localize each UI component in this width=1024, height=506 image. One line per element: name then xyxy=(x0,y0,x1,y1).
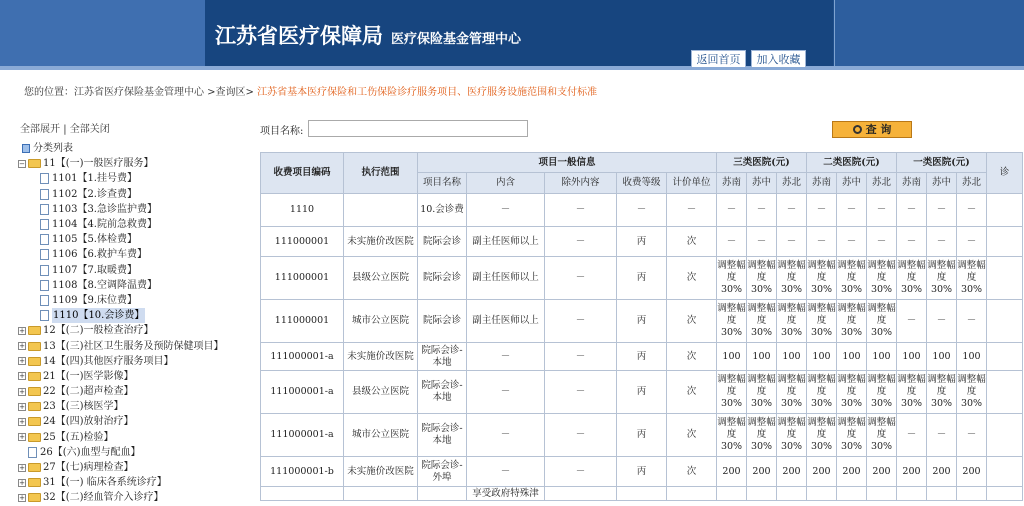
document-icon xyxy=(40,249,49,260)
document-icon xyxy=(40,173,49,184)
cell-price: 调整幅度30% xyxy=(717,371,747,414)
cell-code: 111000001 xyxy=(261,227,344,257)
cell-price: － xyxy=(957,227,987,257)
expand-toggle-icon[interactable]: + xyxy=(19,372,25,381)
cell-price: 调整幅度30% xyxy=(747,300,777,343)
tree-root[interactable] xyxy=(18,141,258,156)
folder-icon xyxy=(28,387,41,396)
cell-excl: － xyxy=(545,257,617,300)
cell-price: 调整幅度30% xyxy=(867,414,897,457)
cell-price: － xyxy=(927,227,957,257)
breadcrumb xyxy=(24,83,597,98)
expand-toggle-icon[interactable]: + xyxy=(19,402,25,411)
cell-price: － xyxy=(897,300,927,343)
cell-incl: － xyxy=(467,194,545,227)
cell-price: － xyxy=(807,194,837,227)
region-header: 苏北 xyxy=(957,173,987,194)
cell-price: 200 xyxy=(897,457,927,487)
folder-icon xyxy=(28,357,41,366)
cell-price: － xyxy=(747,227,777,257)
cell-code xyxy=(261,487,344,501)
fee-table xyxy=(260,152,1023,501)
document-icon xyxy=(40,189,49,200)
header-class3: 三类医院(元) xyxy=(717,153,807,173)
tree-item[interactable] xyxy=(18,475,258,490)
cell-price: 调整幅度30% xyxy=(747,257,777,300)
tree-item-label: 1102【2.诊查费】 xyxy=(52,188,137,200)
expand-toggle-icon[interactable]: + xyxy=(19,342,25,351)
breadcrumb-current: 江苏省基本医疗保险和工伤保险诊疗服务项目、医疗服务设施范围和支付标准 xyxy=(253,87,598,98)
tree-item-label: 23【(三)核医学】 xyxy=(43,401,124,413)
cell-code: 111000001-a xyxy=(261,343,344,371)
tree-root-label: 分类列表 xyxy=(33,143,73,155)
tree-item[interactable] xyxy=(18,232,258,247)
cell-code: 111000001-a xyxy=(261,414,344,457)
tree-item[interactable] xyxy=(18,217,258,232)
cell-price: － xyxy=(807,227,837,257)
cell-price: 200 xyxy=(927,457,957,487)
cell-incl: － xyxy=(467,371,545,414)
cell-price: 调整幅度30% xyxy=(957,371,987,414)
cell-name: 院际会诊 xyxy=(418,257,467,300)
cell-name: 院际会诊 xyxy=(418,300,467,343)
cell-price: － xyxy=(897,194,927,227)
tree-controls xyxy=(20,120,110,135)
region-header: 苏中 xyxy=(927,173,957,194)
cell-price: 调整幅度30% xyxy=(837,257,867,300)
cell-price: 100 xyxy=(807,343,837,371)
cell-scope: 城市公立医院 xyxy=(344,414,418,457)
cell-grade: 丙 xyxy=(617,457,667,487)
tree-item[interactable] xyxy=(18,338,258,353)
banner-left-panel xyxy=(0,0,205,66)
tree-item[interactable] xyxy=(18,430,258,445)
cell-scope: 未实施价改医院 xyxy=(344,457,418,487)
table-row xyxy=(261,371,1023,414)
cell-scope: 县级公立医院 xyxy=(344,257,418,300)
cell-price: 调整幅度30% xyxy=(807,371,837,414)
cell-incl: 享受政府特殊津 xyxy=(467,487,545,501)
cell-more xyxy=(987,414,1023,457)
collapse-toggle-icon[interactable]: − xyxy=(19,159,25,168)
cell-price: 调整幅度30% xyxy=(717,257,747,300)
tree-item-label: 14【(四)其他医疗服务项目】 xyxy=(43,355,174,367)
cell-price: 调整幅度30% xyxy=(747,414,777,457)
category-tree xyxy=(18,141,258,506)
cell-price: 调整幅度30% xyxy=(807,300,837,343)
banner-divider xyxy=(0,66,1024,70)
tree-item-label: 31【(一) 临床各系统诊疗】 xyxy=(43,477,167,489)
tree-item-label: 11【(一)一般医疗服务】 xyxy=(43,158,154,170)
table-row xyxy=(261,487,1023,501)
cell-more xyxy=(987,343,1023,371)
subheader-cell: 内含 xyxy=(467,173,545,194)
cell-price: 调整幅度30% xyxy=(837,371,867,414)
tree-item[interactable] xyxy=(18,308,258,323)
home-link[interactable]: 返回首页 xyxy=(691,50,746,67)
document-icon xyxy=(40,204,49,215)
cell-name: 院际会诊-本地 xyxy=(418,343,467,371)
cell-scope: 城市公立医院 xyxy=(344,300,418,343)
tree-item[interactable] xyxy=(18,445,258,460)
cell-more xyxy=(987,457,1023,487)
cell-price: － xyxy=(957,414,987,457)
cell-unit: 次 xyxy=(667,414,717,457)
tree-item-label: 25【(五)检验】 xyxy=(43,431,114,443)
header-scope: 执行范围 xyxy=(344,153,418,194)
tree-item-label: 1104【4.院前急救费】 xyxy=(52,219,157,231)
tree-item[interactable] xyxy=(18,187,258,202)
tree-item[interactable] xyxy=(18,293,258,308)
document-icon xyxy=(40,234,49,245)
table-row xyxy=(261,457,1023,487)
folder-icon xyxy=(28,372,41,381)
cell-price: 调整幅度30% xyxy=(927,371,957,414)
cell-price: 调整幅度30% xyxy=(897,371,927,414)
expand-toggle-icon[interactable]: + xyxy=(19,357,25,366)
expand-toggle-icon[interactable]: + xyxy=(19,387,25,396)
cell-price: － xyxy=(927,414,957,457)
cell-grade: 丙 xyxy=(617,300,667,343)
tree-item[interactable] xyxy=(18,399,258,414)
cell-incl: － xyxy=(467,457,545,487)
tree-item-label: 13【(三)社区卫生服务及预防保健项目】 xyxy=(43,340,224,352)
region-header: 苏中 xyxy=(837,173,867,194)
cell-excl: － xyxy=(545,457,617,487)
project-name-input[interactable] xyxy=(308,120,528,137)
cell-price: － xyxy=(957,300,987,343)
cell-price: 调整幅度30% xyxy=(867,300,897,343)
cell-price: 100 xyxy=(957,343,987,371)
folder-open-icon xyxy=(28,159,41,168)
tree-item-label: 26【(六)血型与配血】 xyxy=(40,446,141,458)
table-row xyxy=(261,257,1023,300)
cell-price: － xyxy=(927,194,957,227)
cell-price: 调整幅度30% xyxy=(897,257,927,300)
cell-price: 200 xyxy=(957,457,987,487)
cell-incl: － xyxy=(467,343,545,371)
expand-toggle-icon[interactable]: + xyxy=(19,417,25,426)
cell-price xyxy=(897,487,927,501)
region-header: 苏中 xyxy=(747,173,777,194)
cell-more xyxy=(987,300,1023,343)
cell-price: － xyxy=(777,227,807,257)
cell-more xyxy=(987,194,1023,227)
header-general-info: 项目一般信息 xyxy=(418,153,717,173)
cell-price: 调整幅度30% xyxy=(777,371,807,414)
cell-price: 100 xyxy=(897,343,927,371)
cell-price: 调整幅度30% xyxy=(927,257,957,300)
cell-price: 200 xyxy=(807,457,837,487)
cell-unit: 次 xyxy=(667,257,717,300)
tree-item-label: 1106【6.救护车费】 xyxy=(52,249,147,261)
cell-excl: － xyxy=(545,414,617,457)
search-label: 项目名称: xyxy=(260,126,304,137)
cell-price: － xyxy=(897,227,927,257)
cell-grade: 丙 xyxy=(617,227,667,257)
cell-excl: － xyxy=(545,343,617,371)
tree-item-label: 1110【10.会诊费】 xyxy=(53,310,145,322)
tree-item[interactable] xyxy=(18,354,258,369)
tree-item[interactable] xyxy=(18,247,258,262)
cell-grade: 丙 xyxy=(617,371,667,414)
cell-incl: 副主任医师以上 xyxy=(467,257,545,300)
cell-code: 111000001 xyxy=(261,257,344,300)
cell-price: － xyxy=(867,227,897,257)
cell-price: － xyxy=(837,227,867,257)
cell-price xyxy=(747,487,777,501)
tree-item[interactable] xyxy=(18,171,258,186)
cell-price: － xyxy=(867,194,897,227)
folder-icon xyxy=(28,342,41,351)
tree-item[interactable] xyxy=(18,156,258,171)
tree-controls-separator: | xyxy=(63,124,67,135)
cell-price: 调整幅度30% xyxy=(837,414,867,457)
cell-name: 院际会诊-本地 xyxy=(418,414,467,457)
cell-code: 111000001-b xyxy=(261,457,344,487)
cell-incl: 副主任医师以上 xyxy=(467,227,545,257)
cell-price: 200 xyxy=(747,457,777,487)
expand-toggle-icon[interactable]: + xyxy=(19,493,25,502)
cell-grade: 丙 xyxy=(617,343,667,371)
cell-price xyxy=(717,487,747,501)
expand-toggle-icon[interactable]: + xyxy=(19,478,25,487)
expand-all-link[interactable]: 全部展开 xyxy=(20,124,60,135)
folder-icon xyxy=(28,463,41,472)
tree-item[interactable] xyxy=(18,460,258,475)
cell-incl: － xyxy=(467,414,545,457)
header-banner xyxy=(0,0,1024,70)
region-header: 苏南 xyxy=(807,173,837,194)
cell-price xyxy=(807,487,837,501)
tree-item[interactable] xyxy=(18,278,258,293)
cell-more xyxy=(987,487,1023,501)
tree-item-label: 12【(二)一般检查治疗】 xyxy=(43,325,154,337)
cell-price: － xyxy=(717,227,747,257)
subheader-cell: 计价单位 xyxy=(667,173,717,194)
cell-price: 100 xyxy=(867,343,897,371)
tree-item-label: 24【(四)放射治疗】 xyxy=(43,416,134,428)
cell-name: 10.会诊费 xyxy=(418,194,467,227)
cell-price: 调整幅度30% xyxy=(837,300,867,343)
cell-price xyxy=(867,487,897,501)
subheader-cell: 项目名称 xyxy=(418,173,467,194)
region-header: 苏南 xyxy=(897,173,927,194)
cell-name: 院际会诊-本地 xyxy=(418,371,467,414)
table-row xyxy=(261,194,1023,227)
table-row xyxy=(261,300,1023,343)
tree-item-label: 21【(一)医学影像】 xyxy=(43,370,134,382)
cell-excl xyxy=(545,487,617,501)
cell-unit: 次 xyxy=(667,300,717,343)
cell-grade: 丙 xyxy=(617,414,667,457)
cell-price: － xyxy=(747,194,777,227)
cell-price: 200 xyxy=(777,457,807,487)
cell-price: － xyxy=(717,194,747,227)
tree-item-label: 1105【5.体检费】 xyxy=(52,234,137,246)
cell-price: 100 xyxy=(837,343,867,371)
tree-item[interactable] xyxy=(18,414,258,429)
cell-price: 调整幅度30% xyxy=(957,257,987,300)
cell-scope xyxy=(344,194,418,227)
cell-unit: － xyxy=(667,194,717,227)
cell-name: 院际会诊-外埠 xyxy=(418,457,467,487)
tree-item[interactable] xyxy=(18,369,258,384)
cell-price xyxy=(837,487,867,501)
cell-price: 调整幅度30% xyxy=(867,257,897,300)
subheader-cell: 收费等级 xyxy=(617,173,667,194)
tree-item-label: 27【(七)病理检查】 xyxy=(43,462,134,474)
search-icon xyxy=(853,125,862,134)
cell-grade xyxy=(617,487,667,501)
cell-price xyxy=(777,487,807,501)
site-subtitle: 医疗保险基金管理中心 xyxy=(391,32,522,47)
tree-root-icon xyxy=(22,144,30,153)
tree-item-label: 32【(二)经血管介入诊疗】 xyxy=(43,492,164,504)
document-icon xyxy=(40,295,49,306)
cell-price: － xyxy=(897,414,927,457)
cell-scope: 县级公立医院 xyxy=(344,371,418,414)
cell-excl: － xyxy=(545,227,617,257)
cell-price: － xyxy=(777,194,807,227)
document-icon xyxy=(40,265,49,276)
region-header: 苏北 xyxy=(777,173,807,194)
cell-price: － xyxy=(957,194,987,227)
cell-price: 调整幅度30% xyxy=(807,257,837,300)
cell-unit: 次 xyxy=(667,371,717,414)
folder-icon xyxy=(28,402,41,411)
expand-toggle-icon[interactable]: + xyxy=(19,463,25,472)
tree-item[interactable] xyxy=(18,263,258,278)
cell-price: 调整幅度30% xyxy=(747,371,777,414)
cell-incl: 副主任医师以上 xyxy=(467,300,545,343)
tree-item-label: 22【(二)超声检查】 xyxy=(43,386,134,398)
cell-grade: － xyxy=(617,194,667,227)
cell-price xyxy=(927,487,957,501)
cell-excl: － xyxy=(545,371,617,414)
subheader-cell: 除外内容 xyxy=(545,173,617,194)
cell-code: 1110 xyxy=(261,194,344,227)
cell-unit: 次 xyxy=(667,343,717,371)
cell-more xyxy=(987,371,1023,414)
cell-more xyxy=(987,257,1023,300)
cell-price: 100 xyxy=(927,343,957,371)
tree-item-label: 1109【9.床位费】 xyxy=(52,294,137,306)
query-button-label: 查 询 xyxy=(865,123,892,136)
cell-price: 调整幅度30% xyxy=(807,414,837,457)
tree-item-label: 1101【1.挂号费】 xyxy=(52,173,137,185)
cell-name: 院际会诊 xyxy=(418,227,467,257)
breadcrumb-path[interactable]: 您的位置：江苏省医疗保险基金管理中心 >查询区> xyxy=(24,87,254,98)
table-row xyxy=(261,227,1023,257)
document-icon xyxy=(40,310,49,321)
site-title: 江苏省医疗保障局 xyxy=(215,24,383,48)
expand-toggle-icon[interactable]: + xyxy=(19,326,25,335)
cell-excl: － xyxy=(545,300,617,343)
cell-scope xyxy=(344,487,418,501)
cell-price: 100 xyxy=(717,343,747,371)
cell-code: 111000001 xyxy=(261,300,344,343)
collapse-all-link[interactable]: 全部关闭 xyxy=(69,124,110,135)
folder-icon xyxy=(28,433,41,442)
cell-unit: 次 xyxy=(667,457,717,487)
banner-right-panel xyxy=(834,0,1024,66)
table-row xyxy=(261,414,1023,457)
cell-price: 调整幅度30% xyxy=(717,414,747,457)
tree-item[interactable] xyxy=(18,323,258,338)
folder-icon xyxy=(28,326,41,335)
cell-unit xyxy=(667,487,717,501)
cell-excl: － xyxy=(545,194,617,227)
cell-price xyxy=(957,487,987,501)
cell-price: 100 xyxy=(747,343,777,371)
tree-item[interactable] xyxy=(18,202,258,217)
cell-price: 调整幅度30% xyxy=(717,300,747,343)
header-class1: 一类医院(元) xyxy=(897,153,987,173)
tree-item-label: 1103【3.急诊监护费】 xyxy=(52,203,157,215)
table-row xyxy=(261,343,1023,371)
tree-item-label: 1107【7.取暖费】 xyxy=(52,264,137,276)
header-more: 诊 xyxy=(987,153,1023,194)
cell-price: 调整幅度30% xyxy=(777,300,807,343)
query-button[interactable] xyxy=(832,121,912,138)
cell-price: 200 xyxy=(837,457,867,487)
expand-toggle-icon[interactable]: + xyxy=(19,433,25,442)
cell-price: 调整幅度30% xyxy=(867,371,897,414)
document-icon xyxy=(28,447,37,458)
cell-name xyxy=(418,487,467,501)
cell-unit: 次 xyxy=(667,227,717,257)
tree-item-label: 1108【8.空调降温费】 xyxy=(52,279,157,291)
cell-price: － xyxy=(927,300,957,343)
cell-scope: 未实施价改医院 xyxy=(344,227,418,257)
cell-price: 200 xyxy=(867,457,897,487)
cell-grade: 丙 xyxy=(617,257,667,300)
cell-code: 111000001-a xyxy=(261,371,344,414)
cell-scope: 未实施价改医院 xyxy=(344,343,418,371)
folder-icon xyxy=(28,478,41,487)
document-icon xyxy=(40,219,49,230)
region-header: 苏南 xyxy=(717,173,747,194)
cell-price: － xyxy=(837,194,867,227)
document-icon xyxy=(40,280,49,291)
header-code: 收费项目编码 xyxy=(261,153,344,194)
cell-price: 100 xyxy=(777,343,807,371)
cell-price: 调整幅度30% xyxy=(777,257,807,300)
tree-item[interactable] xyxy=(18,384,258,399)
cell-price: 调整幅度30% xyxy=(777,414,807,457)
region-header: 苏北 xyxy=(867,173,897,194)
header-class2: 二类医院(元) xyxy=(807,153,897,173)
cell-price: 200 xyxy=(717,457,747,487)
cell-more xyxy=(987,227,1023,257)
add-favorite-link[interactable]: 加入收藏 xyxy=(751,50,806,67)
folder-icon xyxy=(28,417,41,426)
